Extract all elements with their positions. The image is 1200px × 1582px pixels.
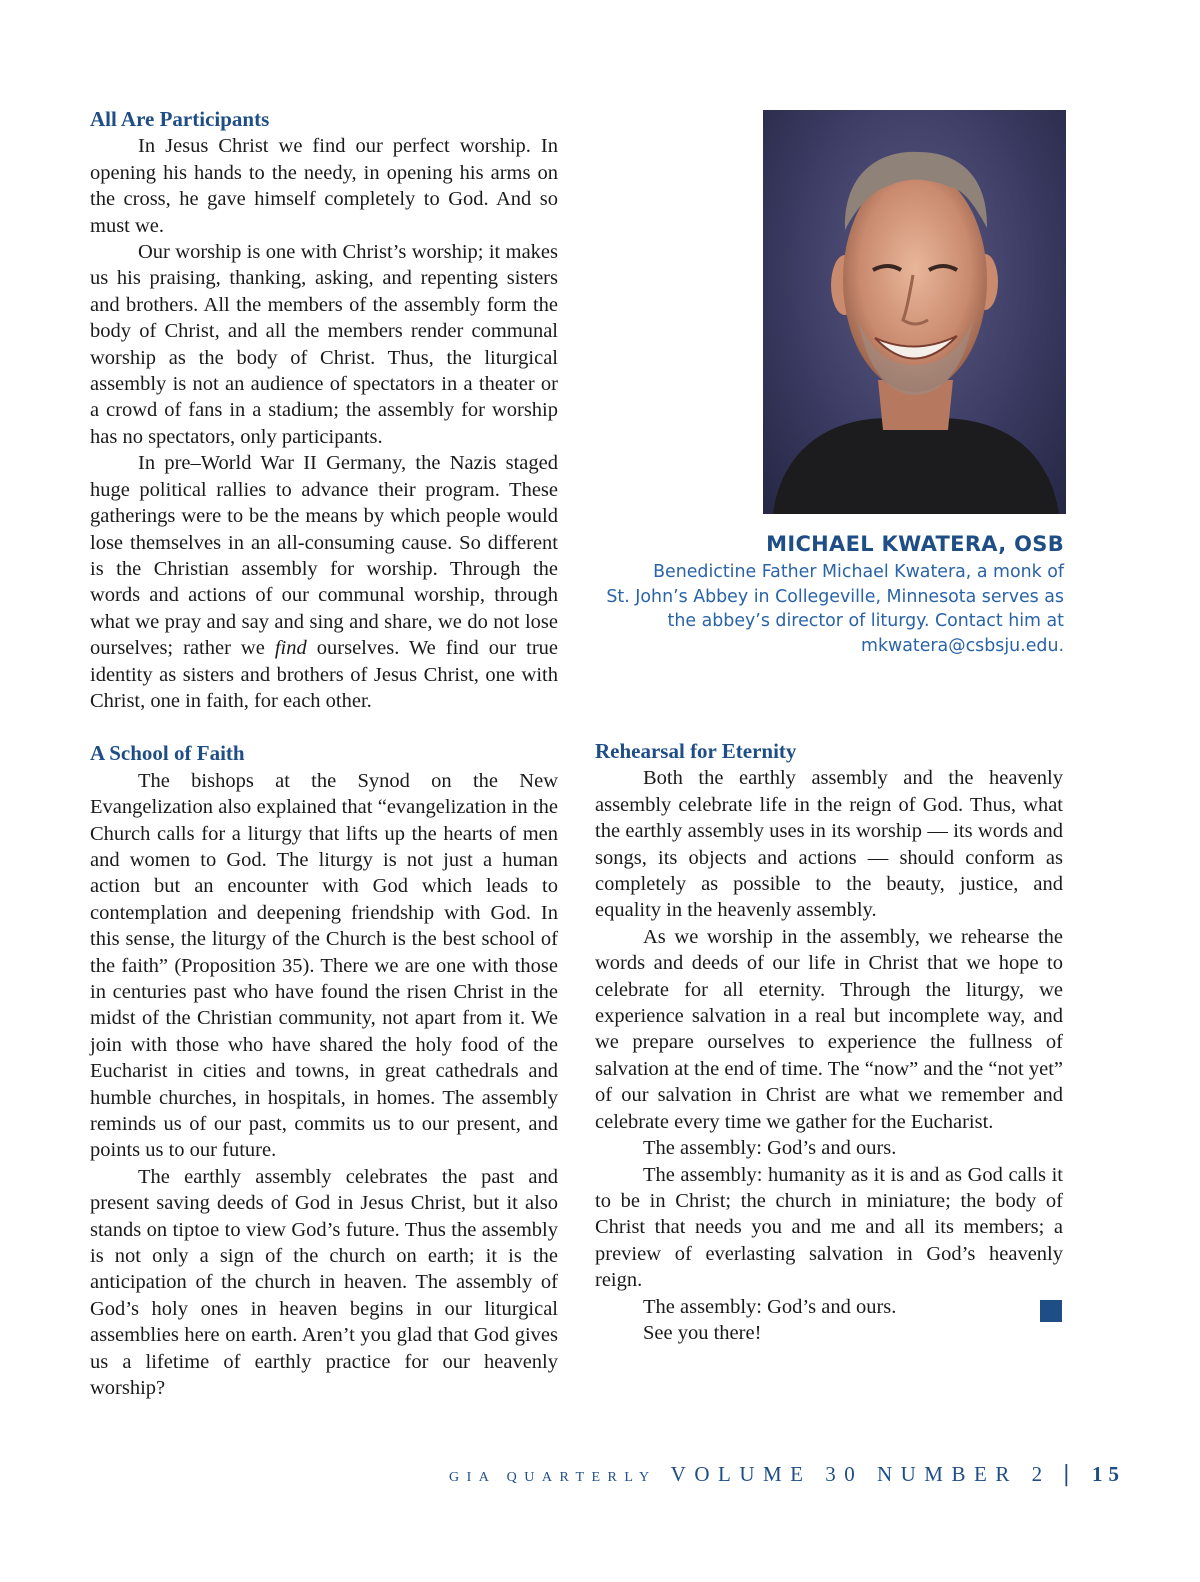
end-of-article-mark xyxy=(1040,1300,1062,1322)
paragraph: As we worship in the assembly, we rehearse the words and deeds of our life in Christ that we hope to celebrate for all eternity. Through the liturgy, we experience salvation in a real but incomplete way, and we prepare ourselves to experience the fullness of salvation at the end of time. The “now” and the “not yet” of our salvation in Christ are what we remember and celebrate every time we gather for the Eucharist. xyxy=(595,925,1063,1133)
section-heading-rehearsal: Rehearsal for Eternity xyxy=(595,739,797,763)
publication-name: GIA QUARTERLY xyxy=(449,1470,657,1485)
paragraph: The assembly: humanity as it is and as God calls it to be in Christ; the church in miniature; the body of Christ that needs you and me and all its members; a preview of everlasting salvation in God’s heavenly reign. xyxy=(595,1163,1063,1292)
paragraph: In Jesus Christ we find our perfect worship. In opening his hands to the needy, in opening his arms on the cross, he gave himself completely to God. And so must we. xyxy=(90,135,558,237)
section-heading-school-of-faith: A School of Faith xyxy=(90,741,245,766)
right-column xyxy=(595,738,1063,1346)
paragraph: The assembly: God’s and ours. xyxy=(643,1295,897,1318)
author-bio-line: Benedictine Father Michael Kwatera, a monk of xyxy=(653,562,1064,582)
author-bio-line: St. John’s Abbey in Collegeville, Minnesota serves as xyxy=(606,586,1064,607)
left-column xyxy=(90,106,558,1402)
paragraph-text: ourselves. We find our true identity as sisters and brothers of Jesus Christ, one with Christ, one in faith, for each other. xyxy=(90,637,559,712)
paragraph: The earthly assembly celebrates the past and present saving deeds of God in Jesus Christ, but it also stands on tiptoe to view God’s future. Thus the assembly is not only a sign of the church on earth; it is the anticipation of the church in heaven. The assembly of God’s holy ones in heaven begins in our liturgical assemblies here on earth. Aren’t you glad that God gives us a lifetime of earthly practice for our heavenly worship? xyxy=(90,1165,558,1400)
author-bio xyxy=(584,560,1064,658)
paragraph: Our worship is one with Christ’s worship; it makes us his praising, thanking, asking, and repenting sisters and brothers. All the members of the assembly form the body of Christ, and all the members render communal worship as the body of Christ. Thus, the liturgical assembly is not an audience of spectators in a theater or a crowd of fans in a stadium; the assembly for worship has no spectators, only participants. xyxy=(90,241,558,448)
paragraph: Both the earthly assembly and the heavenly assembly celebrate life in the reign of God. Thus, what the earthly assembly uses in its worship — its words and songs, its objects and actions — should conform as completely as possible to the beauty, justice, and equality in the heavenly assembly. xyxy=(595,767,1063,922)
page-number: 15 xyxy=(1092,1462,1125,1486)
author-bio-line: the abbey’s director of liturgy. Contact him at xyxy=(667,611,1064,631)
paragraph xyxy=(90,450,558,714)
paragraph-text: In pre–World War II Germany, the Nazis staged huge political rallies to advance their program. These gatherings were to be the means by which people would lose themselves in an all-consuming cause. So different is the Christian assembly for worship. Through the words and actions of our communal worship, through what we pray and say and sing and share, we do not lose ourselves; rather we xyxy=(90,452,558,660)
author-caption xyxy=(584,532,1064,658)
page-footer xyxy=(449,1462,1125,1492)
section-heading-participants: All Are Participants xyxy=(90,107,270,131)
volume-number: VOLUME 30 NUMBER 2 xyxy=(670,1462,1051,1486)
paragraph: The assembly: God’s and ours. xyxy=(643,1137,897,1160)
author-name: MICHAEL KWATERA, OSB xyxy=(766,532,1064,556)
footer-separator: | xyxy=(1062,1462,1070,1487)
author-email: mkwatera@csbsju.edu. xyxy=(861,635,1064,656)
paragraph: The bishops at the Synod on the New Evangelization also explained that “evangelization in the Church calls for a liturgy that lifts up the hearts of men and women to God. The liturgy is not just a human action but an encounter with God which leads to contemplation and deepening friendship with God. In this sense, the liturgy of the Church is the best school of the faith” (Proposition 35). There we are one with those in centuries past who have found the risen Christ in the midst of the Christian community, not apart from it. We join with those who have shared the holy food of the Eucharist in cities and towns, in great cathedrals and humble churches, in hospitals, in homes. The assembly reminds us of our past, commits us to our present, and points us to our future. xyxy=(90,769,558,1162)
emphasis-word: find xyxy=(274,637,307,660)
paragraph: See you there! xyxy=(643,1321,762,1344)
portrait-illustration xyxy=(763,110,1066,514)
author-photo xyxy=(763,110,1066,514)
